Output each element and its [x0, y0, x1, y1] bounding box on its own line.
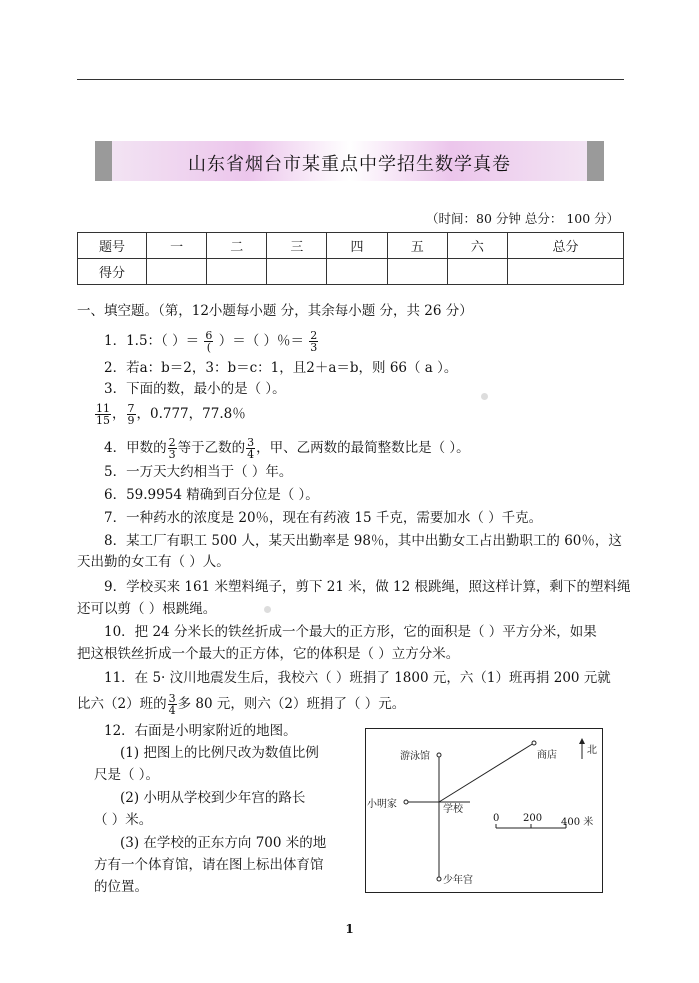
q11-text-b: 多 80 元，则六（2）班捐了（ ）元。 [177, 696, 406, 712]
question-6: 6．59.9954 精确到百分位是（ ）。 [104, 487, 319, 503]
q1-text-a: 1．1.5：（ ）＝ [104, 333, 200, 349]
q3-f2-denominator: 9 [127, 414, 135, 427]
q4-f1-denominator: 3 [168, 448, 176, 461]
q4-f2-numerator: 3 [247, 436, 255, 449]
score-table-score-row [78, 259, 624, 285]
question-12-2-line-2: （ ）米。 [94, 812, 153, 828]
question-5: 5．一万天大约相当于（ ）年。 [104, 464, 293, 480]
q1-f2-denominator: 3 [310, 341, 318, 354]
top-rule [77, 79, 624, 80]
score-header-cell: 题号 [78, 233, 147, 259]
score-table-header-row [78, 233, 624, 259]
q4-f2-denominator: 4 [247, 448, 255, 461]
q11-fraction [168, 693, 177, 716]
map-label-shop: 商店 [537, 750, 557, 761]
question-12-3-line-3: 的位置。 [94, 879, 148, 895]
page-number: 1 [345, 922, 354, 936]
question-3: 3．下面的数，最小的是（ ）。 [104, 381, 286, 397]
score-table [77, 232, 624, 285]
question-12-1-line-1: (1) 把图上的比例尺改为数值比例 [120, 745, 319, 761]
score-header-cell: 二 [207, 233, 267, 259]
section1-heading: 一、填空题。（第，12小题每小题 分，其余每小题 分，共 26 分） [77, 303, 473, 319]
question-9-line-2: 还可以剪（ ）根跳绳。 [77, 601, 217, 617]
score-header-cell: 六 [447, 233, 507, 259]
q4-f1-numerator: 2 [168, 436, 176, 449]
north-arrowhead-icon [579, 738, 585, 744]
decorative-dot [264, 606, 271, 613]
question-1 [104, 330, 319, 353]
question-12-3-line-1: (3) 在学校的正东方向 700 米的地 [120, 835, 327, 851]
q3-f1-numerator: 11 [96, 402, 110, 415]
score-cell[interactable] [207, 259, 267, 285]
q3-f1-denominator: 15 [96, 414, 110, 427]
scale-label-200: 200 [523, 813, 543, 824]
score-header-cell: 总分 [507, 233, 623, 259]
map-label-school: 学校 [443, 804, 463, 815]
question-12: 12．右面是小明家附近的地图。 [104, 723, 297, 739]
q3-options-rest: ，0.777，77.8％ [136, 406, 246, 422]
map-label-north: 北 [587, 745, 597, 756]
question-11-line-2 [77, 693, 405, 716]
q1-fraction-2 [309, 330, 318, 353]
score-row-label: 得分 [78, 259, 147, 285]
q1-f2-numerator: 2 [310, 329, 318, 342]
q3-f2-numerator: 7 [127, 402, 135, 415]
map-label-youth-palace: 少年宫 [443, 875, 473, 886]
q1-f1-denominator: ( [206, 341, 212, 354]
score-header-cell: 三 [267, 233, 327, 259]
question-7: 7．一种药水的浓度是 20％，现在有药液 15 千克，需要加水（ ）千克。 [104, 510, 543, 526]
q1-fraction-1 [204, 330, 213, 353]
question-9-line-1: 9．学校买来 161 米塑料绳子，剪下 21 米，做 12 根跳绳，照这样计算，剩下的塑料绳 [104, 579, 631, 595]
question-8-line-2: 天出勤的女工有（ ）人。 [77, 554, 230, 570]
q3-fraction-2 [127, 403, 136, 426]
home-marker [404, 800, 408, 804]
q3-fraction-1 [95, 403, 111, 426]
score-header-cell: 一 [147, 233, 207, 259]
youth-palace-marker [437, 877, 441, 881]
swimming-pool-marker [437, 753, 441, 757]
score-header-cell: 四 [327, 233, 387, 259]
scale-label-0: 0 [493, 813, 500, 824]
scale-label-400: 400 米 [561, 817, 594, 828]
shop-marker [532, 741, 536, 745]
score-cell[interactable] [327, 259, 387, 285]
score-cell[interactable] [267, 259, 327, 285]
q11-denominator: 4 [168, 704, 176, 717]
score-cell[interactable] [147, 259, 207, 285]
q1-f1-numerator: 6 [205, 329, 213, 342]
question-3-options: $\frac{11}{15}$ ， $\frac{7}{9}$ ，0.777，77.8％ [96, 402, 246, 427]
decorative-dot [481, 393, 488, 400]
q11-numerator: 3 [168, 692, 176, 705]
q4-text-a: 4．甲数的 [104, 440, 167, 456]
question-8-line-1: 8．某工厂有职工 500 人，某天出勤率是 98％，其中出勤女工占出勤职工的 60％，这 [104, 533, 622, 549]
map-label-home: 小明家 [367, 799, 397, 810]
q11-text-a: 比六（2）班的 [77, 696, 167, 712]
question-4 [104, 437, 470, 460]
page-title: 山东省烟台市某重点中学招生数学真卷 [188, 154, 511, 175]
score-cell[interactable] [447, 259, 507, 285]
map-road-to-shop [439, 743, 534, 802]
time-note: （时间：80 分钟 总分： 100 分） [426, 211, 620, 226]
question-11-line-1: 11．在 5· 汶川地震发生后，我校六（ ）班捐了 1800 元，六（1）班再捐 200 元就 [104, 670, 611, 686]
q4-text-c: ，甲、乙两数的最简整数比是（ ）。 [256, 440, 470, 456]
map-label-swimming: 游泳馆 [400, 751, 430, 762]
question-2: 2．若a：b＝2，3：b＝c：1，且2＋a＝b，则 66（ a ）。 [104, 360, 458, 376]
q4-text-b: 等于乙数的 [177, 440, 246, 456]
score-cell[interactable] [507, 259, 623, 285]
title-banner [95, 141, 604, 181]
question-12-3-line-2: 方有一个体育馆，请在图上标出体育馆 [94, 857, 324, 873]
score-header-cell: 五 [387, 233, 447, 259]
question-12-2-line-1: (2) 小明从学校到少年宫的路长 [120, 790, 306, 806]
question-10-line-1: 10．把 24 分米长的铁丝折成一个最大的正方形，它的面积是（ ）平方分米，如果 [104, 624, 597, 640]
question-12-1-line-2: 尺是（ ）。 [94, 767, 160, 783]
neighborhood-map [365, 728, 603, 893]
q4-fraction-2 [246, 437, 255, 460]
score-cell[interactable] [387, 259, 447, 285]
q4-fraction-1 [168, 437, 177, 460]
question-10-line-2: 把这根铁丝折成一个最大的正方体，它的体积是（ ）立方分米。 [77, 646, 460, 662]
q1-text-b: ）＝（ ）％＝ [218, 333, 304, 349]
